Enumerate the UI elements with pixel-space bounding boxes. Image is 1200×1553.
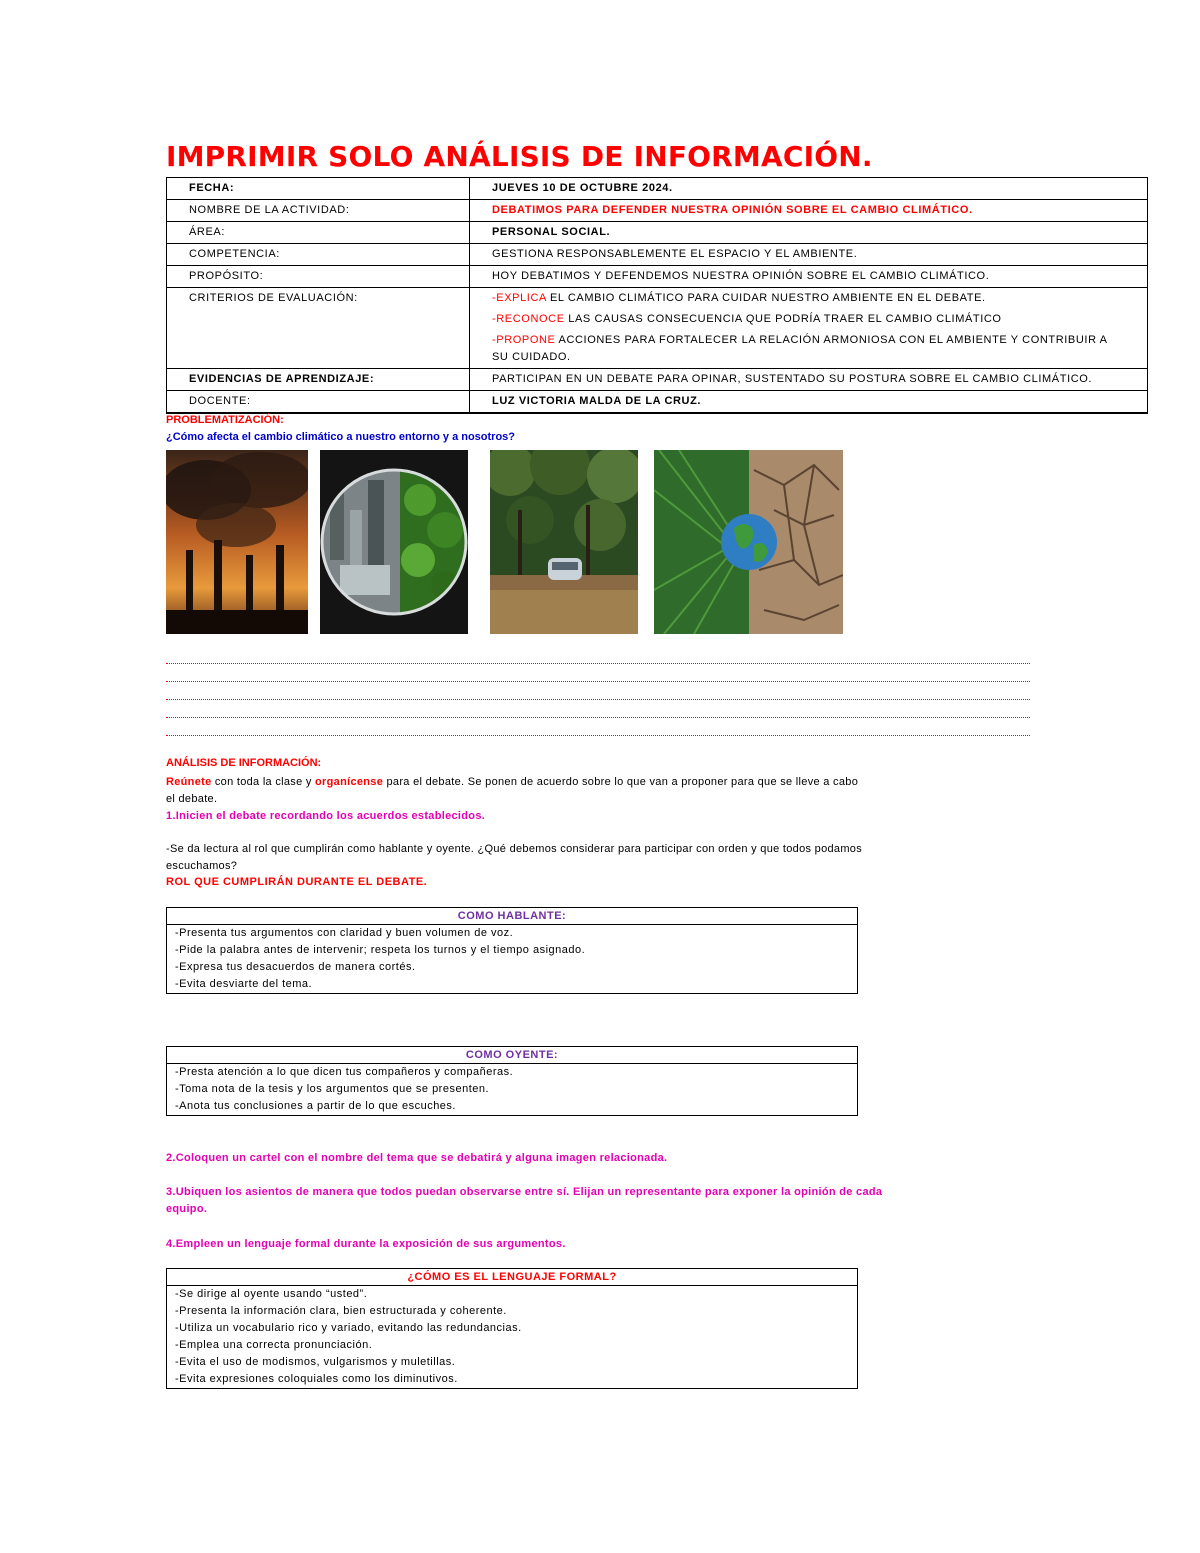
analisis-paragraph-line-2: el debate. [166,793,218,805]
analisis-text-2: para el debate. Se ponen de acuerdo sobre lo que van a proponer para que se lleve a cabo [383,776,859,788]
criterio-1-verb: -EXPLICA [492,292,547,304]
step-4: 4.Empleen un lenguaje formal durante la exposición de sus argumentos. [166,1238,566,1250]
evidencias-value: PARTICIPAN EN UN DEBATE PARA OPINAR, SUSTENTADO SU POSTURA SOBRE EL CAMBIO CLIMÁTICO. [470,369,1148,391]
oyente-box [166,1046,858,1116]
earth-grass-cracked-soil-image [654,450,843,634]
oyente-item: -Anota tus conclusiones a partir de lo que escuches. [175,1100,456,1112]
row-fecha [167,178,1148,200]
earth-half-city-half-forest-image [320,450,468,634]
hablante-item: -Pide la palabra antes de intervenir; respeta los turnos y el tiempo asignado. [175,944,586,956]
formal-item: -Utiliza un vocabulario rico y variado, evitando las redundancias. [175,1322,522,1334]
formal-item: -Emplea una correcta pronunciación. [175,1339,373,1351]
area-value: PERSONAL SOCIAL. [470,222,1148,244]
lenguaje-formal-box [166,1268,858,1389]
analisis-heading: ANÁLISIS DE INFORMACIÓN: [166,757,322,769]
row-area [167,222,1148,244]
problematizacion-heading: PROBLEMATIZACIÓN: [166,414,284,426]
analisis-paragraph-line-1 [166,774,858,791]
step-2: 2.Coloquen un cartel con el nombre del tema que se debatirá y alguna imagen relacionada. [166,1152,668,1164]
factory-smoke-image [166,450,308,634]
hablante-item: -Expresa tus desacuerdos de manera cortés. [175,961,416,973]
rol-heading: ROL QUE CUMPLIRÁN DURANTE EL DEBATE. [166,876,428,888]
answer-line-1 [166,663,1030,664]
formal-item: -Evita expresiones coloquiales como los diminutivos. [175,1373,458,1385]
criterio-3 [492,332,1125,366]
answer-line-2 [166,681,1030,682]
answer-line-4 [166,717,1030,718]
nombre-value: DEBATIMOS PARA DEFENDER NUESTRA OPINIÓN SOBRE EL CAMBIO CLIMÁTICO. [470,200,1148,222]
row-criterios [167,288,1148,369]
criterios-label: CRITERIOS DE EVALUACIÓN: [167,288,470,369]
lectura-line-1: -Se da lectura al rol que cumplirán como hablante y oyente. ¿Qué debemos considerar para participar con orden y que todos podamos [166,843,863,855]
lenguaje-formal-heading: ¿CÓMO ES EL LENGUAJE FORMAL? [167,1269,857,1286]
proposito-value: HOY DEBATIMOS Y DEFENDEMOS NUESTRA OPINIÓN SOBRE EL CAMBIO CLIMÁTICO. [470,266,1148,288]
docente-label: DOCENTE: [167,391,470,414]
docente-value: LUZ VICTORIA MALDA DE LA CRUZ. [470,391,1148,414]
fecha-label: FECHA: [167,178,470,200]
page-title: IMPRIMIR SOLO ANÁLISIS DE INFORMACIÓN. [166,140,873,173]
row-proposito [167,266,1148,288]
flooded-forest-car-image [490,450,638,634]
lectura-line-2: escuchamos? [166,860,238,872]
step-3-line-2: equipo. [166,1203,208,1215]
evidencias-label: EVIDENCIAS DE APRENDIZAJE: [167,369,470,391]
formal-item: -Evita el uso de modismos, vulgarismos y muletillas. [175,1356,456,1368]
row-evidencias [167,369,1148,391]
criterio-3-text: ACCIONES PARA FORTALECER LA RELACIÓN ARMONIOSA CON EL AMBIENTE Y CONTRIBUIR A SU CUIDADO. [492,334,1107,363]
row-competencia [167,244,1148,266]
hablante-heading: COMO HABLANTE: [167,908,857,925]
competencia-label: COMPETENCIA: [167,244,470,266]
criterio-3-verb: -PROPONE [492,334,556,346]
problematizacion-question: ¿Cómo afecta el cambio climático a nuestro entorno y a nosotros? [166,431,516,443]
criterio-2-verb: -RECONOCE [492,313,565,325]
answer-line-3 [166,699,1030,700]
hablante-box [166,907,858,994]
step-1: 1.Inicien el debate recordando los acuerdos establecidos. [166,810,486,822]
organicense-word: organícense [315,776,384,788]
activity-info-table [166,177,1148,414]
oyente-heading: COMO OYENTE: [167,1047,857,1064]
competencia-value: GESTIONA RESPONSABLEMENTE EL ESPACIO Y EL AMBIENTE. [470,244,1148,266]
oyente-item: -Toma nota de la tesis y los argumentos que se presenten. [175,1083,490,1095]
analisis-text-1: con toda la clase y [211,776,316,788]
hablante-item: -Presenta tus argumentos con claridad y buen volumen de voz. [175,927,514,939]
formal-item: -Presenta la información clara, bien estructurada y coherente. [175,1305,507,1317]
oyente-item: -Presta atención a lo que dicen tus compañeros y compañeras. [175,1066,514,1078]
nombre-label: NOMBRE DE LA ACTIVIDAD: [167,200,470,222]
criterio-1 [492,290,1125,307]
row-nombre [167,200,1148,222]
row-docente [167,391,1148,414]
fecha-value: JUEVES 10 DE OCTUBRE 2024. [470,178,1148,200]
hablante-item: -Evita desviarte del tema. [175,978,313,990]
criterios-value [470,288,1148,369]
area-label: ÁREA: [167,222,470,244]
formal-item: -Se dirige al oyente usando “usted”. [175,1288,368,1300]
answer-line-5 [166,735,1030,736]
reunete-word: Reúnete [166,776,212,788]
proposito-label: PROPÓSITO: [167,266,470,288]
criterio-1-text: EL CAMBIO CLIMÁTICO PARA CUIDAR NUESTRO AMBIENTE EN EL DEBATE. [546,292,986,304]
criterio-2-text: LAS CAUSAS CONSECUENCIA QUE PODRÍA TRAER EL CAMBIO CLIMÁTICO [564,313,1002,325]
criterio-2 [492,311,1125,328]
step-3-line-1: 3.Ubiquen los asientos de manera que todos puedan observarse entre sí. Elijan un representante para exponer la opinión de cada [166,1186,883,1198]
